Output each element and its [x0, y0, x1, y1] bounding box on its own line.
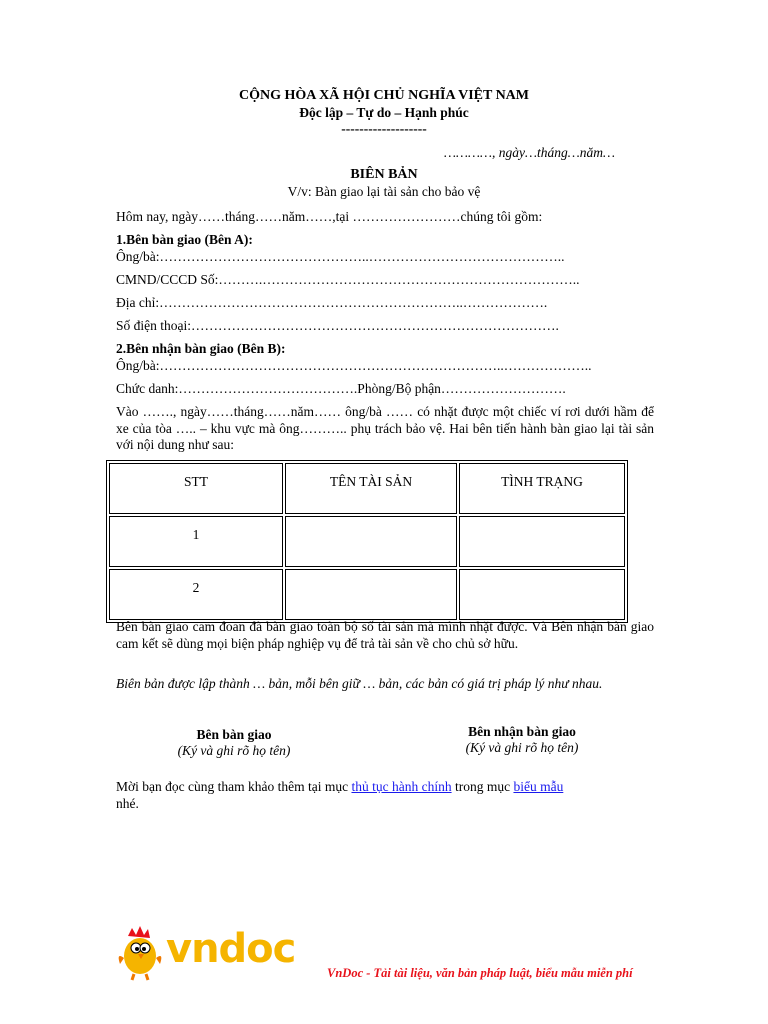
- asset-table: [106, 460, 628, 623]
- table-row: [109, 516, 625, 567]
- table-cell-condition: [459, 569, 625, 620]
- vndoc-logo: [114, 922, 314, 982]
- party-a-name: Ông/bà:………………………………………..……………………………………..: [116, 249, 565, 264]
- party-a-id: CMND/CCCD Số:……….……………………………………………………………..: [116, 272, 580, 287]
- party-a-phone: Số điện thoại:……………………………………………………………………….: [116, 318, 559, 333]
- link-administrative-procedures[interactable]: thủ tục hành chính: [351, 779, 452, 794]
- reference-line: [116, 779, 563, 795]
- place-date: …………, ngày…tháng…năm…: [444, 145, 616, 160]
- copies-note: Biên bản được lập thành … bản, mỗi bên giữ … bản, các bản có giá trị pháp lý như nhau.: [116, 676, 603, 691]
- signature-left-title: Bên bàn giao: [196, 727, 272, 742]
- signature-right-note: (Ký và ghi rõ họ tên): [465, 740, 579, 755]
- table-cell-asset-name: [285, 516, 457, 567]
- table-row: [109, 569, 625, 620]
- commitment-paragraph: Bên bàn giao cam đoan đã bàn giao toàn bộ số tài sản mà mình nhặt được. Và Bên nhận bàn giao cam kết sẽ dùng mọi biện pháp nghiệp vụ để trả tài sản về cho chủ sở hữu.: [116, 619, 654, 651]
- party-b-heading: 2.Bên nhận bàn giao (Bên B):: [116, 341, 286, 356]
- column-header-condition: TÌNH TRẠNG: [459, 463, 625, 514]
- header-divider: -------------------: [341, 121, 427, 136]
- signature-right-title: Bên nhận bàn giao: [468, 724, 576, 739]
- signature-left-note: (Ký và ghi rõ họ tên): [177, 743, 291, 758]
- party-b-position: Chức danh:………………………………….Phòng/Bộ phận……………………….: [116, 381, 566, 396]
- document-title: BIÊN BẢN: [350, 167, 418, 182]
- table-cell-stt: 1: [109, 516, 283, 567]
- table-cell-condition: [459, 516, 625, 567]
- reference-suffix: nhé.: [116, 796, 139, 811]
- link-forms[interactable]: biểu mẫu: [513, 779, 564, 794]
- document-subject: V/v: Bàn giao lại tài sản cho bảo vệ: [287, 184, 481, 199]
- footer-tagline: VnDoc - Tải tài liệu, văn bản pháp luật, biểu mẫu miễn phí: [327, 966, 633, 980]
- table-cell-asset-name: [285, 569, 457, 620]
- reference-middle: trong mục: [451, 779, 514, 794]
- reference-prefix: Mời bạn đọc cùng tham khảo thêm tại mục: [116, 779, 352, 794]
- table-cell-stt: 2: [109, 569, 283, 620]
- party-a-heading: 1.Bên bàn giao (Bên A):: [116, 232, 253, 247]
- table-header-row: [109, 463, 625, 514]
- party-a-address: Địa chỉ:…………………………………………………………..……………….: [116, 295, 548, 310]
- national-motto: Độc lập – Tự do – Hạnh phúc: [299, 105, 469, 120]
- party-b-name: Ông/bà:…………………………………………………………………..………………..: [116, 358, 592, 373]
- intro-line: Hôm nay, ngày……tháng……năm……,tại ……………………chúng tôi gồm:: [116, 209, 543, 224]
- column-header-asset-name: TÊN TÀI SẢN: [285, 463, 457, 514]
- column-header-stt: STT: [109, 463, 283, 514]
- handover-description: Vào ……., ngày……tháng……năm…… ông/bà …… có nhặt được một chiếc ví rơi dưới hầm để xe của tòa ….. – khu vực mà ông……….. phụ trách bảo vệ. Hai bên tiến hành bàn giao lại tài sản với nội dung như sau:: [116, 404, 654, 452]
- logo-wordmark: vndoc: [166, 926, 296, 972]
- country-name: CỘNG HÒA XÃ HỘI CHỦ NGHĨA VIỆT NAM: [238, 88, 529, 103]
